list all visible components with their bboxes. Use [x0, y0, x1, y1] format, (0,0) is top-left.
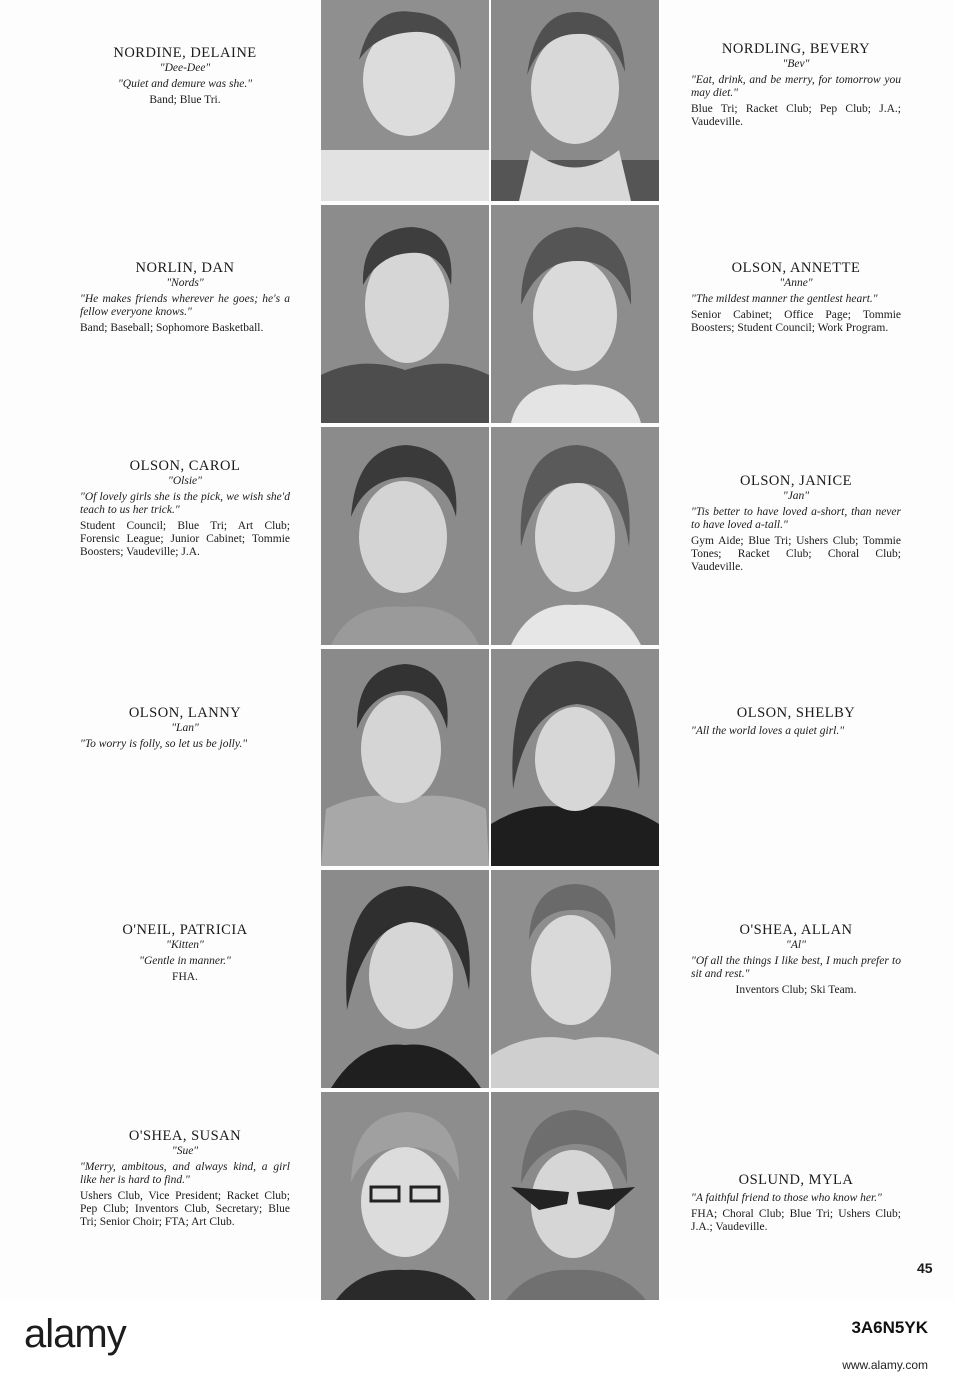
student-activities: Inventors Club; Ski Team. [735, 984, 857, 996]
watermark-brand-logo: alamy [24, 1312, 126, 1356]
student-photo-nordine [321, 0, 489, 201]
student-entry-olson-janice [691, 473, 901, 574]
student-activities: Band; Blue Tri. [149, 94, 221, 106]
student-entry-olson-lanny [80, 705, 290, 751]
student-nickname: "Al" [786, 939, 806, 951]
watermark-footer [0, 1300, 954, 1390]
student-name: OLSON, ANNETTE [731, 260, 861, 276]
student-photo-olson-annette [491, 205, 659, 423]
student-name: OLSON, JANICE [739, 473, 853, 489]
watermark-url: www.alamy.com [842, 1358, 928, 1372]
student-activities: FHA. [172, 971, 198, 983]
student-activities: Blue Tri; Racket Club; Pep Club; J.A.; Vaudeville. [691, 103, 901, 128]
student-photo-oslund [491, 1092, 659, 1300]
student-quote: "He makes friends wherever he goes; he's a fellow everyone knows." [80, 293, 290, 318]
watermark-image-code: 3A6N5YK [851, 1318, 928, 1337]
student-photo-olson-carol [321, 427, 489, 645]
student-activities: Student Council; Blue Tri; Art Club; Forensic League; Junior Cabinet; Tommie Boosters; Vaudeville; J.A. [80, 520, 290, 558]
student-name: OSLUND, MYLA [738, 1172, 854, 1188]
student-quote: "Merry, ambitous, and always kind, a girl like her is hard to find." [80, 1161, 290, 1186]
student-photo-nordling [491, 0, 659, 201]
student-quote: "Of lovely girls she is the pick, we wish she'd teach to us her trick." [80, 491, 290, 516]
student-photo-olson-shelby [491, 649, 659, 866]
student-nickname: "Nords" [166, 277, 204, 289]
student-photo-oneil [321, 870, 489, 1088]
student-quote: "Tis better to have loved a-short, than never to have loved a-tall." [691, 506, 901, 531]
student-entry-olson-carol [80, 458, 290, 559]
student-name: O'SHEA, ALLAN [739, 922, 853, 938]
student-entry-olson-shelby [691, 705, 901, 738]
student-name: NORDINE, DELAINE [113, 45, 257, 61]
student-photo-olson-lanny [321, 649, 489, 866]
student-photo-oshea-allan [491, 870, 659, 1088]
student-quote: "Gentle in manner." [139, 955, 231, 967]
student-nickname: "Olsie" [168, 475, 202, 487]
student-name: NORLIN, DAN [135, 260, 235, 276]
student-entry-oslund [691, 1172, 901, 1234]
student-name: OLSON, LANNY [128, 705, 242, 721]
student-nickname: "Anne" [779, 277, 813, 289]
student-photo-oshea-susan [321, 1092, 489, 1300]
student-entry-olson-annette [691, 260, 901, 335]
student-nickname: "Bev" [782, 58, 810, 70]
student-name: OLSON, CAROL [129, 458, 241, 474]
student-quote: "Quiet and demure was she." [117, 78, 253, 90]
student-activities: Gym Aide; Blue Tri; Ushers Club; Tommie Tones; Racket Club; Choral Club; Vaudeville. [691, 535, 901, 573]
student-activities: Senior Cabinet; Office Page; Tommie Boosters; Student Council; Work Program. [691, 309, 901, 334]
student-entry-oshea-susan [80, 1128, 290, 1229]
student-quote: "The mildest manner the gentlest heart." [691, 293, 878, 305]
student-nickname: "Dee-Dee" [159, 62, 211, 74]
student-photo-norlin [321, 205, 489, 423]
student-quote: "All the world loves a quiet girl." [691, 725, 845, 737]
student-activities: FHA; Choral Club; Blue Tri; Ushers Club; J.A.; Vaudeville. [691, 1208, 901, 1233]
student-name: NORDLING, BEVERY [721, 41, 871, 57]
student-name: OLSON, SHELBY [736, 705, 856, 721]
student-quote: "Eat, drink, and be merry, for tomorrow you may diet." [691, 74, 901, 99]
student-activities: Band; Baseball; Sophomore Basketball. [80, 322, 264, 334]
student-entry-oshea-allan [691, 922, 901, 997]
student-name: O'NEIL, PATRICIA [122, 922, 248, 938]
student-nickname: "Lan" [171, 722, 199, 734]
student-quote: "To worry is folly, so let us be jolly." [80, 738, 248, 750]
student-nickname: "Kitten" [166, 939, 204, 951]
page-number: 45 [917, 1260, 933, 1276]
student-nickname: "Jan" [782, 490, 810, 502]
student-activities: Ushers Club, Vice President; Racket Club; Pep Club; Inventors Club, Secretary; Blue Tri; Senior Choir; FTA; Art Club. [80, 1190, 290, 1228]
student-photo-olson-janice [491, 427, 659, 645]
student-entry-norlin [80, 260, 290, 335]
student-nickname: "Sue" [171, 1145, 199, 1157]
student-entry-nordling [691, 41, 901, 129]
student-quote: "Of all the things I like best, I much prefer to sit and rest." [691, 955, 901, 980]
student-quote: "A faithful friend to those who know her." [691, 1192, 882, 1204]
student-name: O'SHEA, SUSAN [128, 1128, 242, 1144]
student-entry-nordine [80, 45, 290, 107]
student-entry-oneil [80, 922, 290, 984]
